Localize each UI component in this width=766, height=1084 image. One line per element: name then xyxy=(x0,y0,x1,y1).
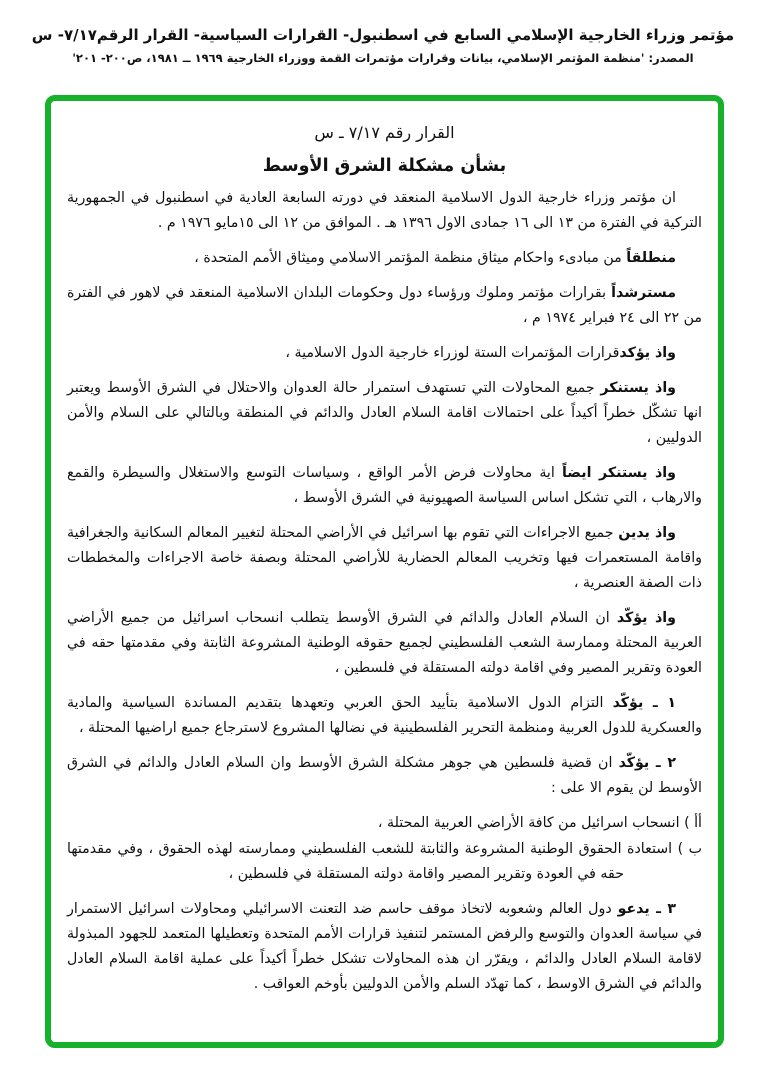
paragraph-guided-by xyxy=(67,281,702,331)
paragraph-text: أأ ) انسحاب اسرائيل من كافة الأراضي العربية المحتلة ، xyxy=(377,815,702,831)
item-1 xyxy=(67,691,702,741)
paragraph-text: من مبادىء واحكام ميثاق منظمة المؤتمر الاسلامي وميثاق الأمم المتحدة ، xyxy=(194,250,627,266)
paragraph-basis-charter xyxy=(67,246,702,271)
paragraph-text: دول العالم وشعوبه لاتخاذ موقف حاسم ضد التعنت الاسرائيلي ومحاولات اسرائيل الاستمرار في سياسة العدوان والتوسع والرفض المستمر لتنفيذ قرارات الأمم المتحدة وتعطيلها المتعمد للجهود المبذولة لاقامة السلام العادل والدائم ، ويقرّر ان هذه المحاولات تشكل خطراً أكيداً على عملية اقامة السلام العادل والدائم في الشرق الاوسط ، كما تهدّد السلم والأمن الدوليين بأوخم العواقب . xyxy=(67,901,702,992)
item-2-subitem-a xyxy=(67,811,702,836)
item-number-lead: ١ ـ يؤكّد xyxy=(612,695,676,711)
item-3 xyxy=(67,897,702,997)
paragraph-text: جميع الاجراءات التي تقوم بها اسرائيل في الأراضي المحتلة لتغيير المعالم السكانية والجغرافية واقامة المستعمرات فيها وتخريب المعالم الحضارية للأراضي المحتلة وبصفة خاصة الاجراءات والمخططات ذات الصفة العنصرية ، xyxy=(67,525,702,591)
source-header xyxy=(0,26,766,65)
item-number-lead: ٢ ـ يؤكّد xyxy=(618,755,676,771)
source-citation: المصدر: 'منظمة المؤتمر الإسلامي، بيانات وقرارات مؤتمرات القمة ووزراء الخارجية ١٩٦٩ ــ ١٩٨١، ص٢٠٠- ٢٠١' xyxy=(72,51,694,65)
paragraph-text: جميع المحاولات التي تستهدف استمرار حالة العدوان والاحتلال في الشرق الأوسط ويعتبر انها تشكّل خطراً أكيداً على احتمالات اقامة السلام العادل والدائم في المنطقة وبالتالي على السلام والأمن الدوليين ، xyxy=(67,380,702,446)
resolution-subject: بشأن مشكلة الشرق الأوسط xyxy=(262,156,507,176)
resolution-number: القرار رقم ٧/١٧ ـ س xyxy=(314,123,455,142)
paragraph-text: التزام الدول الاسلامية بتأييد الحق العربي وتعهدها بتقديم المساندة السياسية والمادية والعسكرية للدول العربية ومنظمة التحرير الفلسطينية في نضالها المشروع لاسترجاع جميع اراضيها المحتلة ، xyxy=(67,695,702,736)
paragraph-text: ب ) استعادة الحقوق الوطنية المشروعة والثابتة للشعب الفلسطيني وممارسته لهذه الحقوق ، وفي مقدمتها حقه في العودة وتقرير المصير واقامة دولته المستقلة في فلسطين ، xyxy=(67,841,702,882)
green-frame xyxy=(45,95,724,1048)
paragraph-denounce-fait-accompli xyxy=(67,461,702,511)
item-2 xyxy=(67,751,702,801)
paragraph-lead: منطلقاً xyxy=(626,250,676,266)
paragraph-reaffirm-resolutions xyxy=(67,341,702,366)
paragraph-lead: واذ يدين xyxy=(618,525,676,541)
paragraph-lead: واذ يؤكد xyxy=(619,345,676,361)
item-number-lead: ٣ ـ يدعو xyxy=(617,901,676,917)
paragraph-lead: واذ يستنكر xyxy=(600,380,676,396)
item-2-subitem-b xyxy=(67,837,702,887)
paragraph-affirm-peace-requires xyxy=(67,606,702,681)
paragraph-text: بقرارات مؤتمر وملوك ورؤساء دول وحكومات البلدان الاسلامية المنعقد في لاهور في الفترة من ٢٢ الى ٢٤ فبراير ١٩٧٤ م ، xyxy=(67,285,702,326)
paragraph-preamble xyxy=(67,186,702,236)
paragraph-lead: واذ يؤكّد xyxy=(616,610,676,626)
paragraph-text: ان السلام العادل والدائم في الشرق الأوسط يتطلب انسحاب اسرائيل من جميع الأراضي العربية المحتلة وممارسة الشعب الفلسطيني لجميع حقوقه الوطنية المشروعة الثابتة وفي مقدمتها حقه في العودة وتقرير المصير وفي اقامة دولته المستقلة في فلسطين ، xyxy=(67,610,702,676)
paragraph-text: اية محاولات فرض الأمر الواقع ، وسياسات التوسع والاستغلال والسيطرة والقمع والارهاب ، التي تشكل اساس السياسة الصهيونية في الشرق الأوسط ، xyxy=(67,465,702,506)
paragraph-condemn-measures xyxy=(67,521,702,596)
source-title: مؤتمر وزراء الخارجية الإسلامي السابع في اسطنبول- القرارات السياسية- القرار الرقم٧/١٧- س xyxy=(31,26,735,44)
paragraph-denounce-attempts xyxy=(67,376,702,451)
paragraph-text: قرارات المؤتمرات الستة لوزراء خارجية الدول الاسلامية ، xyxy=(285,345,620,361)
paragraph-lead: واذ يستنكر ايضاً xyxy=(561,465,676,481)
paragraph-lead: مسترشداً xyxy=(611,285,676,301)
paragraph-text: ان مؤتمر وزراء خارجية الدول الاسلامية المنعقد في دورته السابعة العادية في اسطنبول في الجمهورية التركية في الفترة من ١٣ الى ١٦ جمادى الاول ١٣٩٦ هـ . الموافق من ١٢ الى ١٥مايو ١٩٧٦ م . xyxy=(67,190,702,231)
paragraph-text: ان قضية فلسطين هي جوهر مشكلة الشرق الأوسط وان السلام العادل والدائم في الشرق الأوسط لن يقوم الا على : xyxy=(67,755,702,796)
